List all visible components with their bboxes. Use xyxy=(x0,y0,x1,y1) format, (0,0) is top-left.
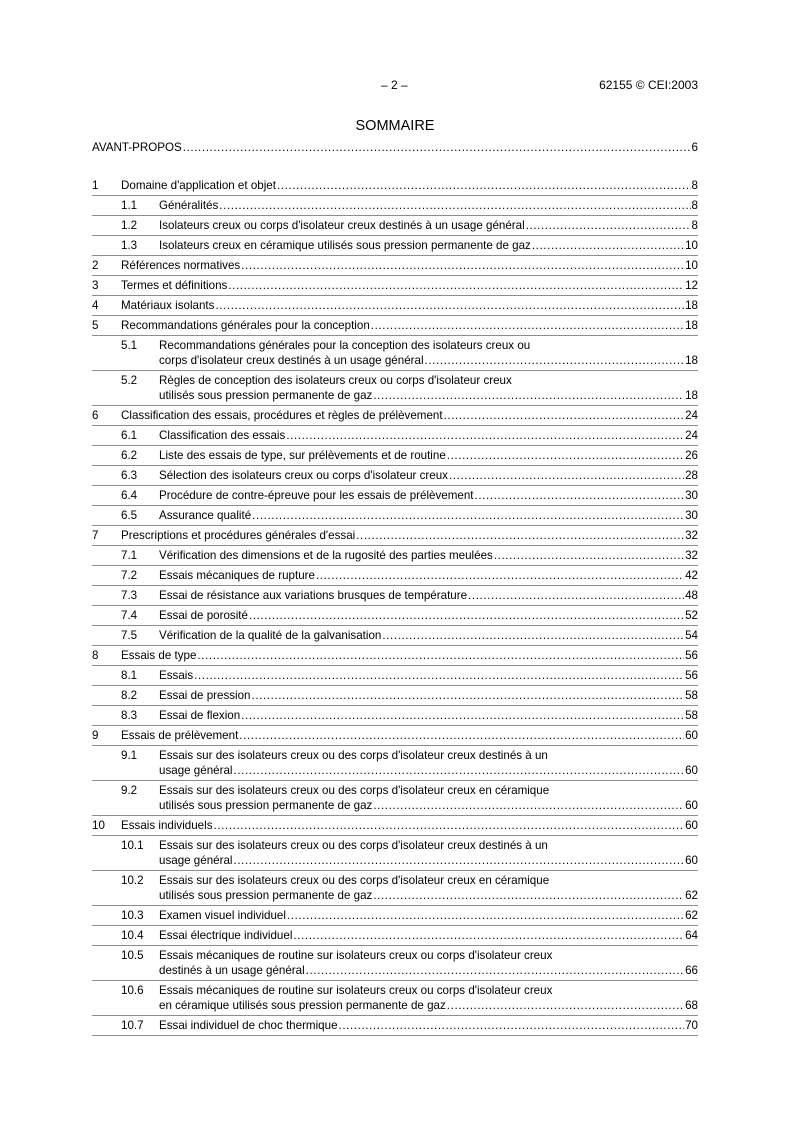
toc-entry-title-line: corps d'isolateur creux destinés à un usage général xyxy=(159,354,424,367)
toc-entry-page: 70 xyxy=(685,1019,698,1032)
toc-entry[interactable] xyxy=(92,706,698,726)
toc-entry-page: 18 xyxy=(685,389,698,402)
toc-entry[interactable] xyxy=(92,836,698,871)
toc-entry-page: 10 xyxy=(685,259,698,272)
toc-entry-text xyxy=(159,506,698,525)
toc-entry[interactable] xyxy=(92,216,698,236)
toc-entry-number: 7.1 xyxy=(121,549,138,562)
toc-entry[interactable] xyxy=(92,506,698,526)
toc-entry-title-line: Essais xyxy=(159,669,194,682)
toc-entry-number: 10.5 xyxy=(121,949,144,962)
toc-entry-number: 9.1 xyxy=(121,749,138,762)
toc-entry-page: 56 xyxy=(685,669,698,682)
toc-entry-text xyxy=(159,196,698,215)
toc-entry-number: 7.3 xyxy=(121,589,138,602)
dot-leader xyxy=(373,888,684,903)
toc-entry-title-line: Essai électrique individuel xyxy=(159,929,293,942)
toc-entry-title-line: usage général xyxy=(159,854,233,867)
toc-entry-title-line: Essai de résistance aux variations brusques de température xyxy=(159,589,468,602)
toc-entry-title-line: destinés à un usage général xyxy=(159,964,305,977)
dot-leader xyxy=(249,608,684,623)
toc-entry-number: 5.2 xyxy=(121,374,138,387)
toc-entry-title-line: AVANT-PROPOS xyxy=(92,141,182,154)
toc-entry[interactable] xyxy=(92,981,698,1016)
toc-entry-title-line: Examen visuel individuel xyxy=(159,909,286,922)
toc-entry-text xyxy=(159,906,698,925)
toc-entry-page: 58 xyxy=(685,709,698,722)
dot-leader xyxy=(219,198,690,213)
dot-leader xyxy=(194,668,684,683)
dot-leader xyxy=(241,708,684,723)
toc-entry-number: 10 xyxy=(92,819,105,832)
toc-entry-title-line: Domaine d'application et objet xyxy=(121,179,276,192)
toc-entry-number: 5 xyxy=(92,319,99,332)
toc-entry-title-line: Assurance qualité xyxy=(159,509,252,522)
toc-entry-page: 30 xyxy=(685,489,698,502)
toc-entry-text xyxy=(121,316,698,335)
toc-entry-page: 18 xyxy=(685,299,698,312)
dot-leader xyxy=(197,648,684,663)
toc-entry[interactable] xyxy=(92,686,698,706)
toc-entry[interactable] xyxy=(92,446,698,466)
toc-entry-number: 10.4 xyxy=(121,929,144,942)
toc-entry-title-line: Isolateurs creux en céramique utilisés sous pression permanente de gaz xyxy=(159,239,531,252)
toc-entry[interactable] xyxy=(92,526,698,546)
toc-entry-title-line: Classification des essais xyxy=(159,429,286,442)
toc-entry-number: 7.2 xyxy=(121,569,138,582)
dot-leader xyxy=(277,178,691,193)
toc-entry-title-line: en céramique utilisés sous pression permanente de gaz xyxy=(159,999,446,1012)
toc-entry-page: 60 xyxy=(685,729,698,742)
toc-entry[interactable] xyxy=(92,296,698,316)
toc-entry-text xyxy=(121,406,698,425)
toc-entry[interactable] xyxy=(92,646,698,666)
toc-entry-title-line: Termes et définitions xyxy=(121,279,228,292)
dot-leader xyxy=(382,628,684,643)
toc-entry-page: 28 xyxy=(685,469,698,482)
toc-entry-title-line: Vérification des dimensions et de la rugosité des parties meulées xyxy=(159,549,493,562)
toc-entry-number: 8 xyxy=(92,649,99,662)
toc-entry-number: 9 xyxy=(92,729,99,742)
toc-entry-page: 62 xyxy=(685,889,698,902)
dot-leader xyxy=(494,548,684,563)
toc-entry[interactable] xyxy=(92,196,698,216)
toc-title: SOMMAIRE xyxy=(355,118,435,134)
toc-entry-page: 18 xyxy=(685,319,698,332)
dot-leader xyxy=(468,588,684,603)
toc-entry-number: 10.6 xyxy=(121,984,144,997)
toc-entry-text xyxy=(159,666,698,685)
toc-entry-number: 10.2 xyxy=(121,874,144,887)
toc-entry-title-line: Essais sur des isolateurs creux ou des corps d'isolateur creux en céramique xyxy=(159,874,550,887)
toc-entry-text xyxy=(121,526,698,545)
toc-entry-page: 8 xyxy=(691,219,698,232)
dot-leader xyxy=(444,408,685,423)
toc-entry-page: 68 xyxy=(685,999,698,1012)
toc-entry[interactable] xyxy=(92,606,698,626)
dot-leader xyxy=(252,508,684,523)
toc-entry-page: 18 xyxy=(685,354,698,367)
toc-entry-page: 26 xyxy=(685,449,698,462)
toc-entry-text xyxy=(159,606,698,625)
toc-entry-text xyxy=(159,236,698,255)
toc-entry[interactable] xyxy=(92,566,698,586)
toc-entry-number: 6.1 xyxy=(121,429,138,442)
toc-entry[interactable] xyxy=(92,816,698,836)
dot-leader xyxy=(286,428,684,443)
toc-entry-page: 48 xyxy=(685,589,698,602)
toc-entry-number: 6 xyxy=(92,409,99,422)
dot-leader xyxy=(228,278,684,293)
toc-entry-number: 9.2 xyxy=(121,784,138,797)
toc-entry[interactable] xyxy=(92,138,698,157)
toc-entry[interactable] xyxy=(92,406,698,426)
toc-entry-page: 60 xyxy=(685,819,698,832)
toc-entry-number: 4 xyxy=(92,299,99,312)
dot-leader xyxy=(239,728,684,743)
toc-entry-number: 10.1 xyxy=(121,839,144,852)
toc-entry-text xyxy=(159,371,698,405)
toc-entry-text xyxy=(159,336,698,370)
toc-entry[interactable] xyxy=(92,336,698,371)
toc-entry-title-line: Essais individuels xyxy=(121,819,213,832)
dot-leader xyxy=(293,928,684,943)
toc-entry[interactable] xyxy=(92,236,698,256)
toc-entry-text xyxy=(159,466,698,485)
toc-entry-number: 5.1 xyxy=(121,339,138,352)
toc-entry-text xyxy=(121,726,698,745)
toc-entry-page: 12 xyxy=(685,279,698,292)
dot-leader xyxy=(373,388,684,403)
toc-entry[interactable] xyxy=(92,316,698,336)
dot-leader xyxy=(447,448,684,463)
toc-entry-number: 6.4 xyxy=(121,489,138,502)
toc-entry[interactable] xyxy=(92,926,698,946)
dot-leader xyxy=(475,488,685,503)
toc-entry-text xyxy=(121,256,698,275)
toc-entry-text xyxy=(159,216,698,235)
toc-entry-text xyxy=(159,586,698,605)
dot-leader xyxy=(339,1018,685,1033)
toc-entry-title-line: Essai de porosité xyxy=(159,609,248,622)
toc-entry-title-line: Essais mécaniques de rupture xyxy=(159,569,315,582)
toc-entry[interactable] xyxy=(92,256,698,276)
toc-entry-page: 42 xyxy=(685,569,698,582)
toc-entry[interactable] xyxy=(92,466,698,486)
toc-entry-page: 6 xyxy=(691,141,698,154)
toc-entry-text xyxy=(159,926,698,945)
dot-leader xyxy=(356,528,684,543)
toc-entry-number: 8.3 xyxy=(121,709,138,722)
toc-entry-page: 30 xyxy=(685,509,698,522)
toc-entry-text xyxy=(121,276,698,295)
dot-leader xyxy=(287,908,684,923)
toc-entry-title-line: Essais mécaniques de routine sur isolateurs creux ou corps d'isolateur creux xyxy=(159,984,553,997)
dot-leader xyxy=(215,298,684,313)
toc-entry-title-line: Isolateurs creux ou corps d'isolateur creux destinés à un usage général xyxy=(159,219,525,232)
toc-entry[interactable] xyxy=(92,546,698,566)
toc-entry[interactable] xyxy=(92,946,698,981)
dot-leader xyxy=(371,318,684,333)
toc-entry-title-line: Essais de type xyxy=(121,649,197,662)
dot-leader xyxy=(306,963,684,978)
toc-entry-title-line: Essai individuel de choc thermique xyxy=(159,1019,338,1032)
toc-entry-number: 1 xyxy=(92,179,99,192)
toc-entry-title-line: Essais sur des isolateurs creux ou des corps d'isolateur creux destinés à un xyxy=(159,839,548,852)
page-number: – 2 – xyxy=(381,78,408,92)
toc-entry-number: 1.2 xyxy=(121,219,138,232)
dot-leader xyxy=(183,140,691,155)
toc-entry-title-line: Classification des essais, procédures et règles de prélèvement xyxy=(121,409,443,422)
toc-entry-page: 56 xyxy=(685,649,698,662)
dot-leader xyxy=(214,818,685,833)
toc-entry-number: 10.3 xyxy=(121,909,144,922)
dot-leader xyxy=(449,468,684,483)
toc-entry-title-line: usage général xyxy=(159,764,233,777)
toc-entry-text xyxy=(159,706,698,725)
toc-entry-number: 7.4 xyxy=(121,609,138,622)
document-reference: 62155 © CEI:2003 xyxy=(599,78,698,92)
toc-entry-title-line: Références normatives xyxy=(121,259,241,272)
toc-entry-text xyxy=(159,546,698,565)
toc-entry-title-line: Sélection des isolateurs creux ou corps d'isolateur creux xyxy=(159,469,448,482)
toc-entry-text xyxy=(159,746,698,780)
toc-entry-page: 32 xyxy=(685,529,698,542)
toc-entry-page: 24 xyxy=(685,429,698,442)
toc-entry-number: 6.3 xyxy=(121,469,138,482)
toc-entry-text xyxy=(159,486,698,505)
dot-leader xyxy=(532,238,684,253)
toc-entry-text xyxy=(159,426,698,445)
toc-entry-text xyxy=(159,686,698,705)
toc-entry-text xyxy=(159,781,698,815)
toc-entry-title-line: Recommandations générales pour la conception des isolateurs creux ou xyxy=(159,339,531,352)
toc-entry-page: 58 xyxy=(685,689,698,702)
dot-leader xyxy=(526,218,691,233)
toc-entry[interactable] xyxy=(92,726,698,746)
toc-entry[interactable] xyxy=(92,176,698,196)
toc-entry[interactable] xyxy=(92,871,698,906)
toc-entry-page: 8 xyxy=(691,199,698,212)
dot-leader xyxy=(234,853,685,868)
toc-entry-text xyxy=(159,566,698,585)
toc-entry-title-line: Essai de flexion xyxy=(159,709,241,722)
toc-entry[interactable] xyxy=(92,486,698,506)
toc-entry-title-line: utilisés sous pression permanente de gaz xyxy=(159,389,373,402)
toc-entry-text xyxy=(121,816,698,835)
toc-entry-text xyxy=(159,946,698,980)
toc-entry-text xyxy=(159,1016,698,1035)
toc-entry-title-line: Essais mécaniques de routine sur isolateurs creux ou corps d'isolateur creux xyxy=(159,949,553,962)
toc-entry-text xyxy=(159,626,698,645)
toc-entry-number: 8.2 xyxy=(121,689,138,702)
dot-leader xyxy=(373,798,684,813)
toc-entry[interactable] xyxy=(92,586,698,606)
dot-leader xyxy=(316,568,684,583)
toc-entry-text xyxy=(121,176,698,195)
dot-leader xyxy=(447,998,684,1013)
toc-entry-number: 2 xyxy=(92,259,99,272)
toc-entry-page: 52 xyxy=(685,609,698,622)
toc-entry-title-line: utilisés sous pression permanente de gaz xyxy=(159,799,373,812)
toc-entry-text xyxy=(92,138,698,157)
toc-entry[interactable] xyxy=(92,276,698,296)
toc-entry-page: 60 xyxy=(685,854,698,867)
toc-entry[interactable] xyxy=(92,426,698,446)
toc-entry-title-line: Procédure de contre-épreuve pour les essais de prélèvement xyxy=(159,489,474,502)
toc-entry-title-line: Liste des essais de type, sur prélèvements et de routine xyxy=(159,449,446,462)
toc-entry[interactable] xyxy=(92,371,698,406)
toc-entry-page: 54 xyxy=(685,629,698,642)
toc-entry[interactable] xyxy=(92,626,698,646)
toc-entry-page: 8 xyxy=(691,179,698,192)
toc-entry-text xyxy=(121,646,698,665)
toc-entry-text xyxy=(159,836,698,870)
toc-entry-text xyxy=(121,296,698,315)
toc-entry[interactable] xyxy=(92,1016,698,1036)
dot-leader xyxy=(241,258,684,273)
toc-entry-page: 10 xyxy=(685,239,698,252)
toc-entry-number: 8.1 xyxy=(121,669,138,682)
toc-entry-page: 60 xyxy=(685,764,698,777)
toc-entry-title-line: Prescriptions et procédures générales d'essai xyxy=(121,529,356,542)
toc-entry-number: 1.1 xyxy=(121,199,138,212)
toc-entry-page: 64 xyxy=(685,929,698,942)
toc-entry-number: 7.5 xyxy=(121,629,138,642)
toc-entry-text xyxy=(159,981,698,1015)
toc-entry-number: 7 xyxy=(92,529,99,542)
toc-entry[interactable] xyxy=(92,746,698,781)
toc-entry[interactable] xyxy=(92,666,698,686)
toc-entry-title-line: utilisés sous pression permanente de gaz xyxy=(159,889,373,902)
toc-entry[interactable] xyxy=(92,906,698,926)
toc-entry-title-line: Essai de pression xyxy=(159,689,251,702)
toc-entry-title-line: Essais de prélèvement xyxy=(121,729,239,742)
toc-entry-page: 24 xyxy=(685,409,698,422)
toc-entry-title-line: Essais sur des isolateurs creux ou des corps d'isolateur creux destinés à un xyxy=(159,749,548,762)
toc-entry[interactable] xyxy=(92,781,698,816)
dot-leader xyxy=(234,763,685,778)
toc-entry-title-line: Matériaux isolants xyxy=(121,299,215,312)
toc-entry-number: 6.5 xyxy=(121,509,138,522)
dot-leader xyxy=(252,688,685,703)
toc-entry-title-line: Règles de conception des isolateurs creux ou corps d'isolateur creux xyxy=(159,374,512,387)
dot-leader xyxy=(425,353,685,368)
table-of-contents xyxy=(92,138,698,1036)
toc-entry-title-line: Vérification de la qualité de la galvanisation xyxy=(159,629,382,642)
toc-entry-number: 3 xyxy=(92,279,99,292)
toc-entry-page: 62 xyxy=(685,909,698,922)
toc-entry-number: 1.3 xyxy=(121,239,138,252)
toc-entry-number: 6.2 xyxy=(121,449,138,462)
toc-entry-page: 66 xyxy=(685,964,698,977)
toc-entry-number: 10.7 xyxy=(121,1019,144,1032)
toc-entry-text xyxy=(159,446,698,465)
toc-entry-page: 60 xyxy=(685,799,698,812)
toc-entry-text xyxy=(159,871,698,905)
toc-entry-title-line: Généralités xyxy=(159,199,219,212)
page-header xyxy=(92,78,698,94)
toc-entry-page: 32 xyxy=(685,549,698,562)
toc-entry-title-line: Recommandations générales pour la conception xyxy=(121,319,370,332)
toc-entry-title-line: Essais sur des isolateurs creux ou des corps d'isolateur creux en céramique xyxy=(159,784,550,797)
